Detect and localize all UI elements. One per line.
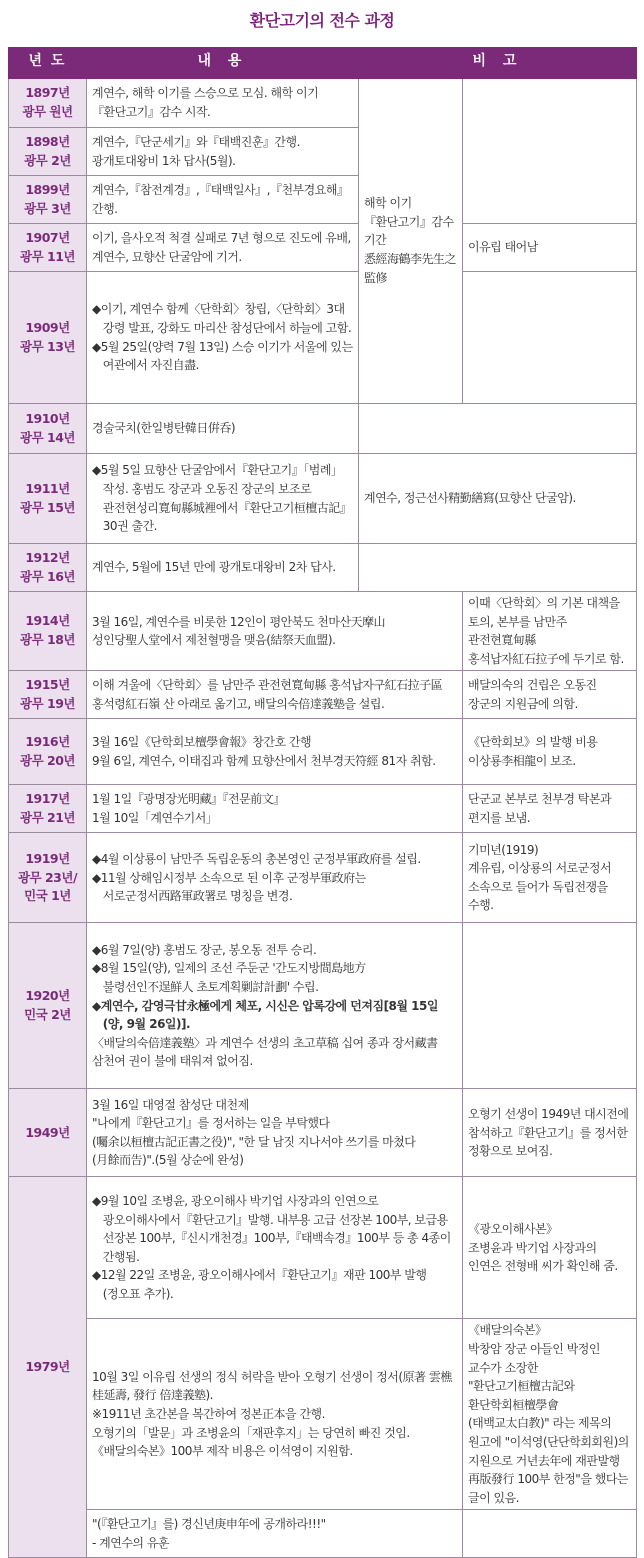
content-line: 계연수,『단군세기』와『태백진훈』간행. [92,134,300,149]
content-line: ◆4월 이상룡이 남만주 독립운동의 총본영인 군정부軍政府를 설립. [92,851,421,866]
year-cell: 1911년 광무 15년 [9,454,87,544]
note-cell [463,1319,637,1510]
table-row [9,671,637,719]
table-row [9,592,637,671]
content-cell [87,544,359,592]
content-line: 오형기의「발문」과 조병윤의「재판후지」는 당연히 빠진 것임. [92,1425,410,1440]
content-cell [87,1089,463,1177]
content-line: 〈배달의숙倍達義塾〉과 계연수 선생의 초고草稿 십여 종과 장서藏書 삼천여 권이 불에 태워져 없어짐. [92,1035,438,1069]
note-line: 기미년(1919) [468,842,539,857]
content-line: ◆이기, 계연수 함께〈단학회〉창립,〈단학회〉3대 강령 발표, 강화도 마리산 참성단에서 하늘에 고함. [92,302,352,335]
note-line: 《단학회보》의 발행 비용 이상룡李相龍이 보조. [468,735,598,768]
header-note: 비 고 [359,48,637,78]
note-cell [463,785,637,833]
content-cell [87,833,463,923]
note-cell [463,592,637,671]
note-cell-empty [463,923,637,1089]
note-cell: 이유립 태어남 [463,224,637,272]
content-cell [87,128,359,176]
year-cell: 1915년 광무 19년 [9,671,87,719]
content-cell [87,454,359,544]
content-cell [87,1510,463,1558]
table-row [9,224,637,272]
table-row [9,544,637,592]
content-line: 3월 16일, 계연수를 비롯한 12인이 평안북도 천마산天摩山 성인당聖人堂에서 제천혈맹을 맺음(結祭天血盟). [92,614,386,648]
content-line: 경술국치(한일병탄韓日倂呑) [92,421,236,436]
content-cell [87,224,359,272]
header-year: 년 도 [9,48,87,78]
content-line: 《배달의숙본》100부 제작 비용은 이석영이 지원함. [92,1444,353,1459]
note-cell [463,671,637,719]
year-cell: 1919년 광무 23년/ 민국 1년 [9,833,87,923]
year-cell: 1916년 광무 20년 [9,719,87,785]
year-cell: 1910년 광무 14년 [9,404,87,454]
table-row [9,404,637,454]
content-line: ◆12월 22일 조병윤, 광오이해사에서『환단고기』재판 100부 발행(정오표 추가). [92,1268,427,1302]
content-cell [87,1177,463,1319]
content-line: 9월 6일, 계연수, 이태집과 함께 묘향산에서 천부경天符經 81자 취함. [92,753,436,768]
content-line: ◆5월 5일 묘향산 단굴암에서『환단고기』「범례」작성. 홍범도 장군과 오동진 장군의 보조로 관전현성리寬甸縣城裡에서『환단고기桓檀古記』30권 출간. [92,463,352,534]
content-line: "나에게『환단고기』를 정서하는 일을 부탁했다(囑余以桓檀古記正書之役)", "한 달 남짓 지나서야 쓰기를 마쳤다(月餘而告)".(5월 상순에 완성) [92,1116,416,1168]
header-content: 내 용 [87,48,359,78]
content-line: 1월 10일「계연수기서」 [92,810,218,825]
content-cell [87,272,359,404]
content-line: 10월 3일 이유립 선생의 정식 허락을 받아 오형기 선생이 정서(原著 雲樵 桂延壽, 發行 倍達義塾). [92,1369,452,1403]
year-cell: 1898년 광무 2년 [9,128,87,176]
note-cell [463,1177,637,1319]
content-line: ◆11월 상해임시정부 소속으로 된 이후 군정부軍政府는 서로군정서西路軍政署로 명칭을 변경. [92,870,366,904]
note-line: 단군교 본부로 천부경 탁본과 편지를 보냄. [468,792,612,825]
year-cell: 1949년 [9,1089,87,1177]
table-row [9,719,637,785]
content-line: 계연수, 해학 이기를 스승으로 모심. 해학 이기『환단고기』감수 시작. [92,86,319,119]
content-line: "(『환단고기』를) 경신년庚申年에 공개하라!!!" [92,1517,326,1532]
content-line: ◆9월 10일 조병윤, 광오이해사 박기업 사장과의 인연으로 광오이해사에서『환단고기』발행. 내부용 고급 선장본 100부, 보급용 선장본 100부,『신시개천경』100부,『태백속경』100부 등 총 4종이 간행됨. [92,1194,451,1264]
year-cell: 1979년 [9,1177,87,1558]
note-line: 배달의숙의 건립은 오동진 장군의 지원금에 의함. [468,678,597,711]
note-cell-empty [463,78,637,224]
table-row [9,785,637,833]
note-line: 《광오이해사본》 [468,1221,558,1236]
note-line: 이때〈단학회〉의 기본 대책을 토의, 본부를 남만주 관전현寬甸縣 홍석납자紅石拉子에 두기로 함. [468,596,624,666]
note-line: 조병윤과 박기업 사장과의 인연은 전형배 씨가 확인해 줌. [468,1240,618,1274]
note-line: 박창암 장군 아들인 박정인 교수가 소장한 "환단고기桓檀古記와 환단학회桓檀學會(태백교太白教)" 라는 제목의 원고에 "이석영(단단학회회원)의 지원으로 거년去年에 재판발행 再版發行 100부 한정"을 했다는 글이 있음. [468,1341,629,1505]
note-line: 《배달의숙본》 [468,1323,547,1338]
table-row [9,78,637,128]
content-cell [87,404,359,454]
content-line: 3월 16일 대영절 참성단 대천제 [92,1097,249,1112]
history-table [8,47,637,1558]
content-line: 1월 1일『광명장光明藏』『전문前文』 [92,792,285,807]
note-cell-empty [463,1510,637,1558]
content-line: 이기, 을사오적 척결 실패로 7년 형으로 진도에 유배, 계연수, 묘향산 단굴암에 기거. [92,230,351,264]
content-line: 계연수, 5월에 15년 만에 광개토대왕비 2차 답사. [92,560,336,575]
note-line: 오형기 선생이 1949년 대시전에 참석하고『환단고기』를 정서한 정황으로 보여짐. [468,1106,629,1159]
table-row [9,1177,637,1319]
content-cell [87,719,463,785]
table-row [9,454,637,544]
note-cell: 계연수, 정근선사精勤繕寫(묘향산 단굴암). [359,454,637,544]
note-cell [463,719,637,785]
year-cell: 1912년 광무 16년 [9,544,87,592]
content-line: ◆6월 7일(양) 홍범도 장군, 봉오동 전투 승리. [92,942,317,957]
content-cell [87,671,463,719]
year-cell: 1920년 민국 2년 [9,923,87,1089]
content-line: ◆계연수, 감영극甘永極에게 체포, 시신은 압록강에 던져짐[8월 15일(양, 9월 26일)]. [92,998,438,1032]
content-cell [87,592,463,671]
table-row [9,272,637,404]
content-cell [87,923,463,1089]
year-cell: 1899년 광무 3년 [9,176,87,224]
content-cell [87,785,463,833]
content-line: 이해 겨울에〈단학회〉를 남만주 관전현寬甸縣 홍석납자구紅石拉子區 홍석령紅石嶺 산 아래로 옮기고, 배달의숙倍達義塾을 설립. [92,678,443,711]
year-cell: 1897년 광무 원년 [9,78,87,128]
note-cell [463,833,637,923]
year-cell: 1917년 광무 21년 [9,785,87,833]
content-line: ◆8월 15일(양), 일제의 조선 주둔군 '간도지방間島地方 불령선인不逞鮮人 초토계획剿討計劃' 수립. [92,961,366,994]
note-cell-empty [359,404,637,454]
table-row [9,1319,637,1510]
content-line: - 계연수의 유훈 [92,1535,170,1550]
table-row [9,1089,637,1177]
table-row [9,1510,637,1558]
page-title: 환단고기의 전수 과정 [249,11,395,30]
year-cell: 1914년 광무 18년 [9,592,87,671]
content-line: 계연수,『참전계경』,『태백일사』,『천부경요해』간행. [92,182,349,216]
content-cell [87,1319,463,1510]
merged-note-gamsu: 해학 이기『환단고기』감수 기간 悉經海鶴李先生之監修 [359,78,463,404]
content-cell [87,176,359,224]
table-row [9,833,637,923]
content-line: ◆5월 25일(양력 7월 13일) 스승 이기가 서울에 있는 여관에서 자진自盡. [92,339,353,373]
note-cell [463,1089,637,1177]
year-cell: 1909년 광무 13년 [9,272,87,404]
note-line: 계유립, 이상룡의 서로군정서 소속으로 들어가 독립전쟁을 수행. [468,861,612,913]
table-header-row [9,48,637,78]
note-cell-empty [359,544,637,592]
table-row [9,923,637,1089]
content-line: ※1911년 초간본을 복간하여 정본正本을 간행. [92,1407,325,1422]
year-cell: 1907년 광무 11년 [9,224,87,272]
note-cell-empty [463,272,637,404]
content-line: 광개토대왕비 1차 답사(5월). [92,153,236,168]
content-cell [87,78,359,128]
content-line: 3월 16일《단학회보檀學會報》창간호 간행 [92,735,312,750]
